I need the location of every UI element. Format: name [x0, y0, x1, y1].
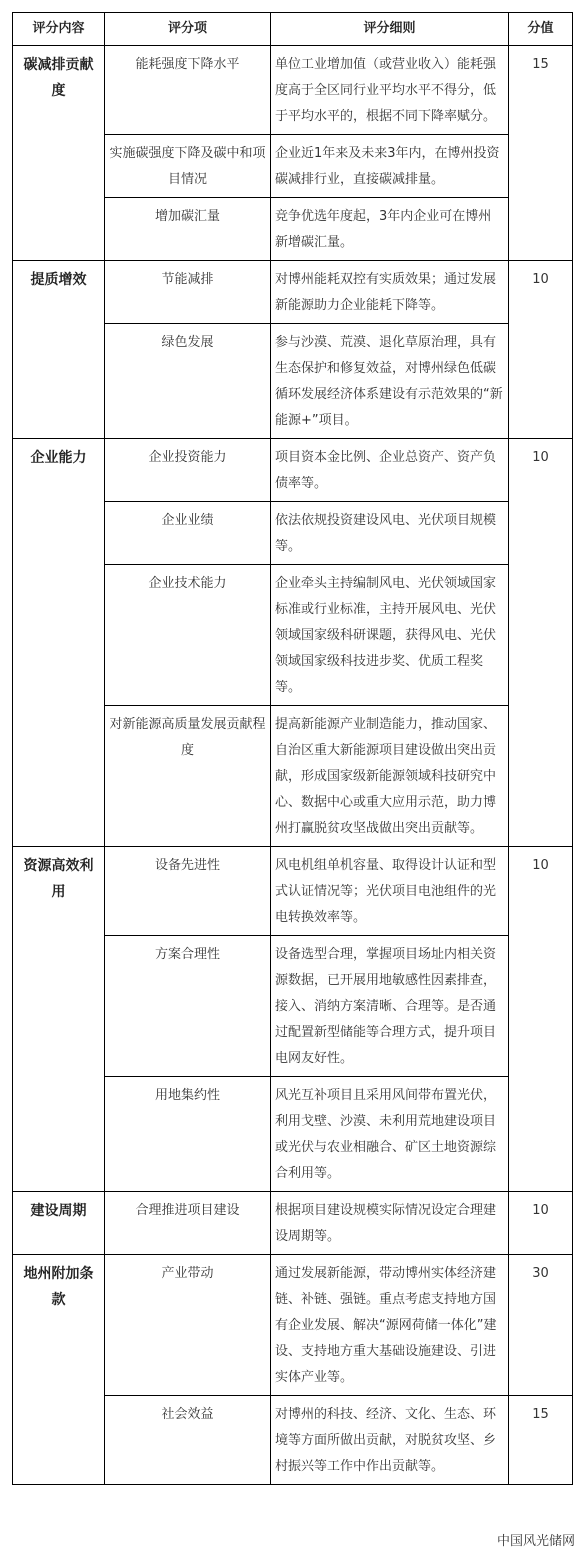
table-row — [13, 46, 573, 135]
category-cell: 企业能力 — [13, 439, 105, 847]
category-cell: 资源高效利用 — [13, 847, 105, 1192]
score-cell: 10 — [509, 439, 573, 847]
detail-cell: 设备选型合理，掌握项目场址内相关资源数据，已开展用地敏感性因素排查，接入、消纳方案清晰、合理等。是否通过配置新型储能等合理方式，提升项目电网友好性。 — [271, 936, 509, 1077]
item-cell: 对新能源高质量发展贡献程度 — [105, 706, 271, 847]
detail-cell: 企业牵头主持编制风电、光伏领域国家标准或行业标准，主持开展风电、光伏领域国家级科研课题，获得风电、光伏领域国家级科技进步奖、优质工程奖等。 — [271, 565, 509, 706]
item-cell: 方案合理性 — [105, 936, 271, 1077]
item-cell: 社会效益 — [105, 1396, 271, 1485]
item-cell: 节能减排 — [105, 261, 271, 324]
item-cell: 用地集约性 — [105, 1077, 271, 1192]
detail-cell: 竞争优选年度起，3年内企业可在博州新增碳汇量。 — [271, 198, 509, 261]
watermark-text: 中国风光储网 — [496, 1534, 575, 1549]
detail-cell: 参与沙漠、荒漠、退化草原治理，具有生态保护和修复效益，对博州绿色低碳循环发展经济体系建设有示范效果的“新能源+”项目。 — [271, 324, 509, 439]
detail-cell: 对博州的科技、经济、文化、生态、环境等方面所做出贡献，对脱贫攻坚、乡村振兴等工作中作出贡献等。 — [271, 1396, 509, 1485]
scoring-table — [12, 12, 573, 1485]
table-row — [13, 261, 573, 324]
header-item: 评分项 — [105, 13, 271, 46]
detail-cell: 项目资本金比例、企业总资产、资产负债率等。 — [271, 439, 509, 502]
table-row — [13, 1255, 573, 1396]
category-cell: 建设周期 — [13, 1192, 105, 1255]
detail-cell: 风光互补项目且采用风间带布置光伏，利用戈壁、沙漠、未利用荒地建设项目或光伏与农业相融合、矿区土地资源综合利用等。 — [271, 1077, 509, 1192]
detail-cell: 根据项目建设规模实际情况设定合理建设周期等。 — [271, 1192, 509, 1255]
detail-cell: 通过发展新能源，带动博州实体经济建链、补链、强链。重点考虑支持地方国有企业发展、解决“源网荷储一体化”建设、支持地方重大基础设施建设、引进实体产业等。 — [271, 1255, 509, 1396]
item-cell: 绿色发展 — [105, 324, 271, 439]
item-cell: 企业技术能力 — [105, 565, 271, 706]
score-cell: 10 — [509, 847, 573, 1192]
detail-cell: 依法依规投资建设风电、光伏项目规模等。 — [271, 502, 509, 565]
item-cell: 设备先进性 — [105, 847, 271, 936]
table-row — [13, 1192, 573, 1255]
header-category: 评分内容 — [13, 13, 105, 46]
table-row — [13, 847, 573, 936]
score-cell: 15 — [509, 46, 573, 261]
item-cell: 实施碳强度下降及碳中和项目情况 — [105, 135, 271, 198]
category-cell: 地州附加条款 — [13, 1255, 105, 1485]
category-cell: 碳减排贡献度 — [13, 46, 105, 261]
detail-cell: 风电机组单机容量、取得设计认证和型式认证情况等；光伏项目电池组件的光电转换效率等。 — [271, 847, 509, 936]
item-cell: 企业投资能力 — [105, 439, 271, 502]
item-cell: 增加碳汇量 — [105, 198, 271, 261]
score-cell: 15 — [509, 1396, 573, 1485]
detail-cell: 提高新能源产业制造能力，推动国家、自治区重大新能源项目建设做出突出贡献，形成国家级新能源领域科技研究中心、数据中心或重大应用示范，助力博州打赢脱贫攻坚战做出突出贡献等。 — [271, 706, 509, 847]
score-cell: 10 — [509, 261, 573, 439]
item-cell: 合理推进项目建设 — [105, 1192, 271, 1255]
header-detail: 评分细则 — [271, 13, 509, 46]
item-cell: 企业业绩 — [105, 502, 271, 565]
item-cell: 能耗强度下降水平 — [105, 46, 271, 135]
score-cell: 30 — [509, 1255, 573, 1396]
score-cell: 10 — [509, 1192, 573, 1255]
detail-cell: 企业近1年来及未来3年内，在博州投资碳减排行业，直接碳减排量。 — [271, 135, 509, 198]
detail-cell: 单位工业增加值（或营业收入）能耗强度高于全区同行业平均水平不得分，低于平均水平的，根据不同下降率赋分。 — [271, 46, 509, 135]
table-header-row — [13, 13, 573, 46]
table-row — [13, 439, 573, 502]
header-score: 分值 — [509, 13, 573, 46]
category-cell: 提质增效 — [13, 261, 105, 439]
detail-cell: 对博州能耗双控有实质效果；通过发展新能源助力企业能耗下降等。 — [271, 261, 509, 324]
item-cell: 产业带动 — [105, 1255, 271, 1396]
